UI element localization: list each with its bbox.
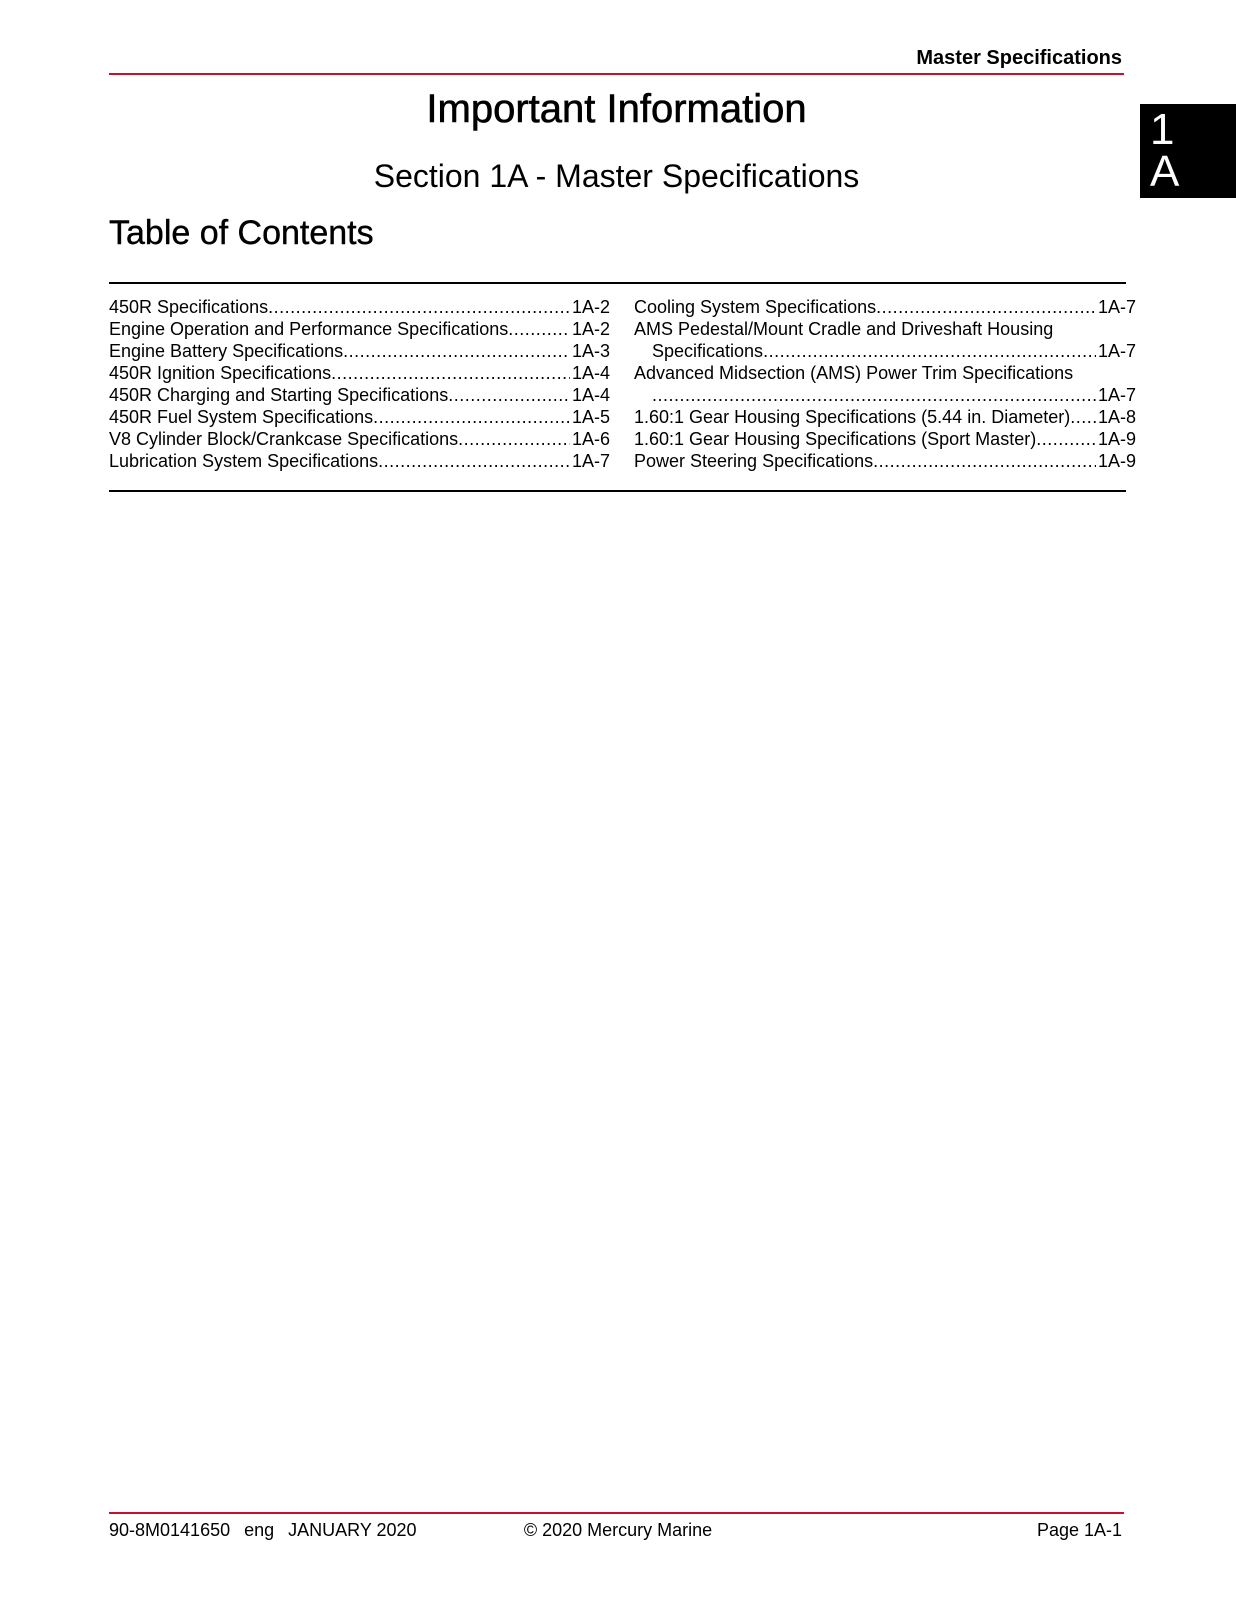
toc-entry[interactable] — [109, 296, 610, 318]
toc-entry-line — [634, 406, 1136, 428]
toc-entry-title: 450R Specifications — [109, 297, 269, 317]
toc-leader-dots — [343, 340, 570, 362]
toc-leader-dots — [1070, 406, 1096, 428]
toc-entry-line — [634, 362, 1136, 384]
toc-entry-line — [109, 384, 610, 406]
toc-entry[interactable] — [109, 384, 610, 406]
header-rule — [109, 73, 1124, 75]
toc-entry-line — [109, 318, 610, 340]
footer-doc-number: 90-8M0141650 — [109, 1520, 231, 1540]
toc-entry-line — [634, 296, 1136, 318]
toc-leader-dots — [458, 428, 570, 450]
footer-page-number: Page 1A-1 — [1036, 1520, 1122, 1540]
toc-leader-dots — [652, 384, 1096, 406]
toc-entry[interactable] — [109, 450, 610, 472]
toc-entry-line — [109, 428, 610, 450]
toc-entry-title: V8 Cylinder Block/Crankcase Specifications — [109, 429, 459, 449]
toc-entry-page: 1A-6 — [571, 429, 610, 449]
toc-entry-line — [109, 406, 610, 428]
toc-entry-line — [109, 296, 610, 318]
toc-leader-dots — [763, 340, 1096, 362]
toc-entry-title: 450R Ignition Specifications — [109, 363, 332, 383]
toc-entry[interactable] — [634, 406, 1136, 428]
toc-leader-dots — [508, 318, 570, 340]
toc-entry-page: 1A-7 — [1097, 385, 1136, 405]
toc-entry-line — [109, 362, 610, 384]
footer-date: JANUARY 2020 — [288, 1520, 417, 1540]
toc-leader-dots — [268, 296, 570, 318]
toc-heading: Table of Contents — [109, 214, 374, 252]
toc-entry-title: Engine Battery Specifications — [109, 341, 344, 361]
toc-entry-page: 1A-9 — [1097, 429, 1136, 449]
toc-entry-page: 1A-2 — [571, 319, 610, 339]
footer-copyright: © 2020 Mercury Marine — [523, 1520, 713, 1540]
toc-entry[interactable] — [109, 340, 610, 362]
toc-entry[interactable] — [634, 450, 1136, 472]
toc-entry-line — [109, 340, 610, 362]
toc-entry-page: 1A-9 — [1097, 451, 1136, 471]
toc-left-column — [109, 296, 610, 472]
toc-entry[interactable] — [634, 428, 1136, 450]
toc-entry-page: 1A-3 — [571, 341, 610, 361]
toc-entry-title: 1.60:1 Gear Housing Specifications (5.44 in. Diameter) — [634, 407, 1071, 427]
toc-entry-line — [634, 428, 1136, 450]
toc-leader-dots — [876, 296, 1096, 318]
toc-entry[interactable] — [109, 362, 610, 384]
section-tab-letter: A — [1150, 147, 1180, 196]
toc-entry-line — [634, 450, 1136, 472]
toc-entry-title: 450R Charging and Starting Specifications — [109, 385, 449, 405]
toc-entry-page: 1A-7 — [1097, 341, 1136, 361]
toc-leader-dots — [373, 406, 570, 428]
toc-leader-dots — [448, 384, 570, 406]
toc-entry[interactable] — [109, 318, 610, 340]
toc-entry-title: Advanced Midsection (AMS) Power Trim Specifications — [634, 363, 1074, 383]
toc-top-rule — [109, 282, 1126, 284]
toc-leader-dots — [1036, 428, 1096, 450]
toc-entry[interactable] — [634, 362, 1136, 406]
toc-leader-dots — [378, 450, 570, 472]
toc-entry-title: Power Steering Specifications — [634, 451, 874, 471]
toc-entry-line — [109, 450, 610, 472]
toc-entry-title: Cooling System Specifications — [634, 297, 877, 317]
toc-entry-line — [634, 384, 1136, 406]
toc-entry-page: 1A-7 — [571, 451, 610, 471]
toc-entry-page: 1A-4 — [571, 363, 610, 383]
toc-entry-page: 1A-4 — [571, 385, 610, 405]
section-title: Section 1A - Master Specifications — [373, 158, 860, 194]
toc-entry-title: Specifications — [652, 341, 764, 361]
toc-entry[interactable] — [109, 428, 610, 450]
page-title: Important Information — [426, 87, 807, 131]
toc-entry-title: Engine Operation and Performance Specifications — [109, 319, 509, 339]
footer-language: eng — [244, 1520, 275, 1540]
toc-entry-title: 1.60:1 Gear Housing Specifications (Sport Master) — [634, 429, 1037, 449]
toc-leader-dots — [873, 450, 1096, 472]
section-tab — [1140, 104, 1236, 198]
toc-entry[interactable] — [634, 318, 1136, 362]
toc-entry-title: Lubrication System Specifications — [109, 451, 379, 471]
footer-rule — [109, 1512, 1124, 1514]
running-header: Master Specifications — [916, 47, 1122, 69]
toc-leader-dots — [331, 362, 570, 384]
toc-entry-page: 1A-7 — [1097, 297, 1136, 317]
toc-entry-line — [634, 318, 1136, 340]
toc-entry[interactable] — [634, 296, 1136, 318]
toc-entry-page: 1A-8 — [1097, 407, 1136, 427]
toc-entry[interactable] — [109, 406, 610, 428]
toc-bottom-rule — [109, 490, 1126, 492]
section-tab-number: 1 — [1150, 105, 1175, 154]
toc-entry-page: 1A-2 — [571, 297, 610, 317]
toc-entry-title: 450R Fuel System Specifications — [109, 407, 374, 427]
toc-entry-line — [634, 340, 1136, 362]
toc-entry-page: 1A-5 — [571, 407, 610, 427]
toc-right-column — [634, 296, 1136, 472]
toc-entry-title: AMS Pedestal/Mount Cradle and Driveshaft Housing — [634, 319, 1054, 339]
